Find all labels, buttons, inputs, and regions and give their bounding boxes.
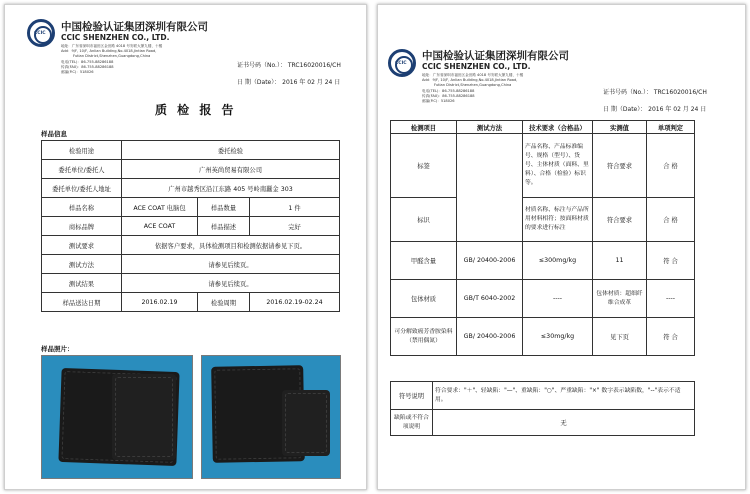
report-title: 质 检 报 告 bbox=[155, 103, 237, 117]
table-row: 测试要求 依据客户要求，具体检测项目和检测依据请参见下页。 bbox=[42, 236, 340, 255]
ccic-logo-icon: CCIC bbox=[27, 19, 55, 47]
sample-photo-front bbox=[41, 355, 193, 479]
company-address: 地址：广东省深圳市福田区金田路 4018 号安联大厦九楼、十楼 Add：9/F, 10/F, Anlian Building,No.4018,Jintian Road, Futian District,Shenzhen,Guangdong,China 电话(TEL)：86-755-88286188 传真(FAX)：86-755-88286188 邮编(P.C)：518026 bbox=[61, 44, 163, 75]
company-name-en: CCIC SHENZHEN CO., LTD. bbox=[422, 62, 531, 71]
table-row: 商标品牌 ACE COAT 样品描述 完好 bbox=[42, 217, 340, 236]
company-name-en: CCIC SHENZHEN CO., LTD. bbox=[61, 33, 170, 42]
report-page-2 bbox=[377, 4, 746, 490]
sample-info-table bbox=[41, 140, 340, 312]
table-header-row: 检测项目 测试方法 技术要求（合格品） 实测值 单项判定 bbox=[391, 121, 695, 134]
table-row: 测试结果 请参见后续页。 bbox=[42, 274, 340, 293]
table-row: 符号说明 符合要求："＋"、轻缺陷："—"、重缺陷："○"、严重缺陷："×" 数字表示缺陷数，"--"表示不适用。 bbox=[391, 382, 695, 410]
table-row: 检验用途 委托检验 bbox=[42, 141, 340, 160]
table-row: 甲醛含量 GB/ 20400-2006 ≤300mg/kg 11 符 合 bbox=[391, 242, 695, 280]
table-row: 包体材质 GB/T 6040-2002 ---- 包体材质：超细纤维合成革 ---- bbox=[391, 280, 695, 318]
company-address: 地址：广东省深圳市福田区金田路 4018 号安联大厦九楼、十楼 Add：9/F, 10/F, Anlian Building,No.4018,Jintian Road, Futian District,Shenzhen,Guangdong,China 电话(TEL)：86-755-88286188 传真(FAX)：86-755-88286188 邮编(P.C)：518026 bbox=[422, 73, 524, 104]
table-row: 样品送达日期 2016.02.19 检验周期 2016.02.19-02.24 bbox=[42, 293, 340, 312]
report-date: 日 期（Date）： 2016 年 02 月 24 日 bbox=[603, 106, 707, 113]
table-row: 测试方法 请参见后续页。 bbox=[42, 255, 340, 274]
company-name-cn: 中国检验认证集团深圳有限公司 bbox=[61, 21, 208, 33]
table-row: 标签 产品名称、产品标准编号、规格（型号）、货号、主体材质（面料、里料）、合格（检验）标识等。 符合要求 合 格 bbox=[391, 134, 695, 198]
table-row: 标识 材质名称、标注与产品所用材料相符；按面料材质的要求进行标注 符合要求 合 格 bbox=[391, 198, 695, 242]
company-name-cn: 中国检验认证集团深圳有限公司 bbox=[422, 50, 569, 62]
table-row: 委托单位/委托人 广州英尚贸易有限公司 bbox=[42, 160, 340, 179]
certificate-number: 证书号码（No.）： TRC16020016/CH bbox=[237, 62, 341, 69]
photos-label: 样品照片： bbox=[41, 345, 74, 353]
notes-table bbox=[390, 381, 695, 436]
table-row: 样品名称 ACE COAT 电脑包 样品数量 1 件 bbox=[42, 198, 340, 217]
report-page-1 bbox=[4, 4, 367, 490]
table-row: 可分解致癌芳香胺染料（禁用偶氮） GB/ 20400-2006 ≤30mg/kg 见下页 符 合 bbox=[391, 318, 695, 356]
test-results-table bbox=[390, 120, 695, 356]
table-row: 缺陷或不符合项说明 无 bbox=[391, 410, 695, 436]
table-row: 委托单位/委托人地址 广州市越秀区沿江东路 405 号岭南蠶金 303 bbox=[42, 179, 340, 198]
certificate-number: 证书号码（No.）： TRC16020016/CH bbox=[603, 89, 707, 96]
report-date: 日 期（Date）： 2016 年 02 月 24 日 bbox=[237, 79, 341, 86]
sample-info-label: 样品信息 bbox=[41, 130, 67, 138]
sample-photo-back bbox=[201, 355, 341, 479]
ccic-logo-icon: CCIC bbox=[388, 49, 416, 77]
